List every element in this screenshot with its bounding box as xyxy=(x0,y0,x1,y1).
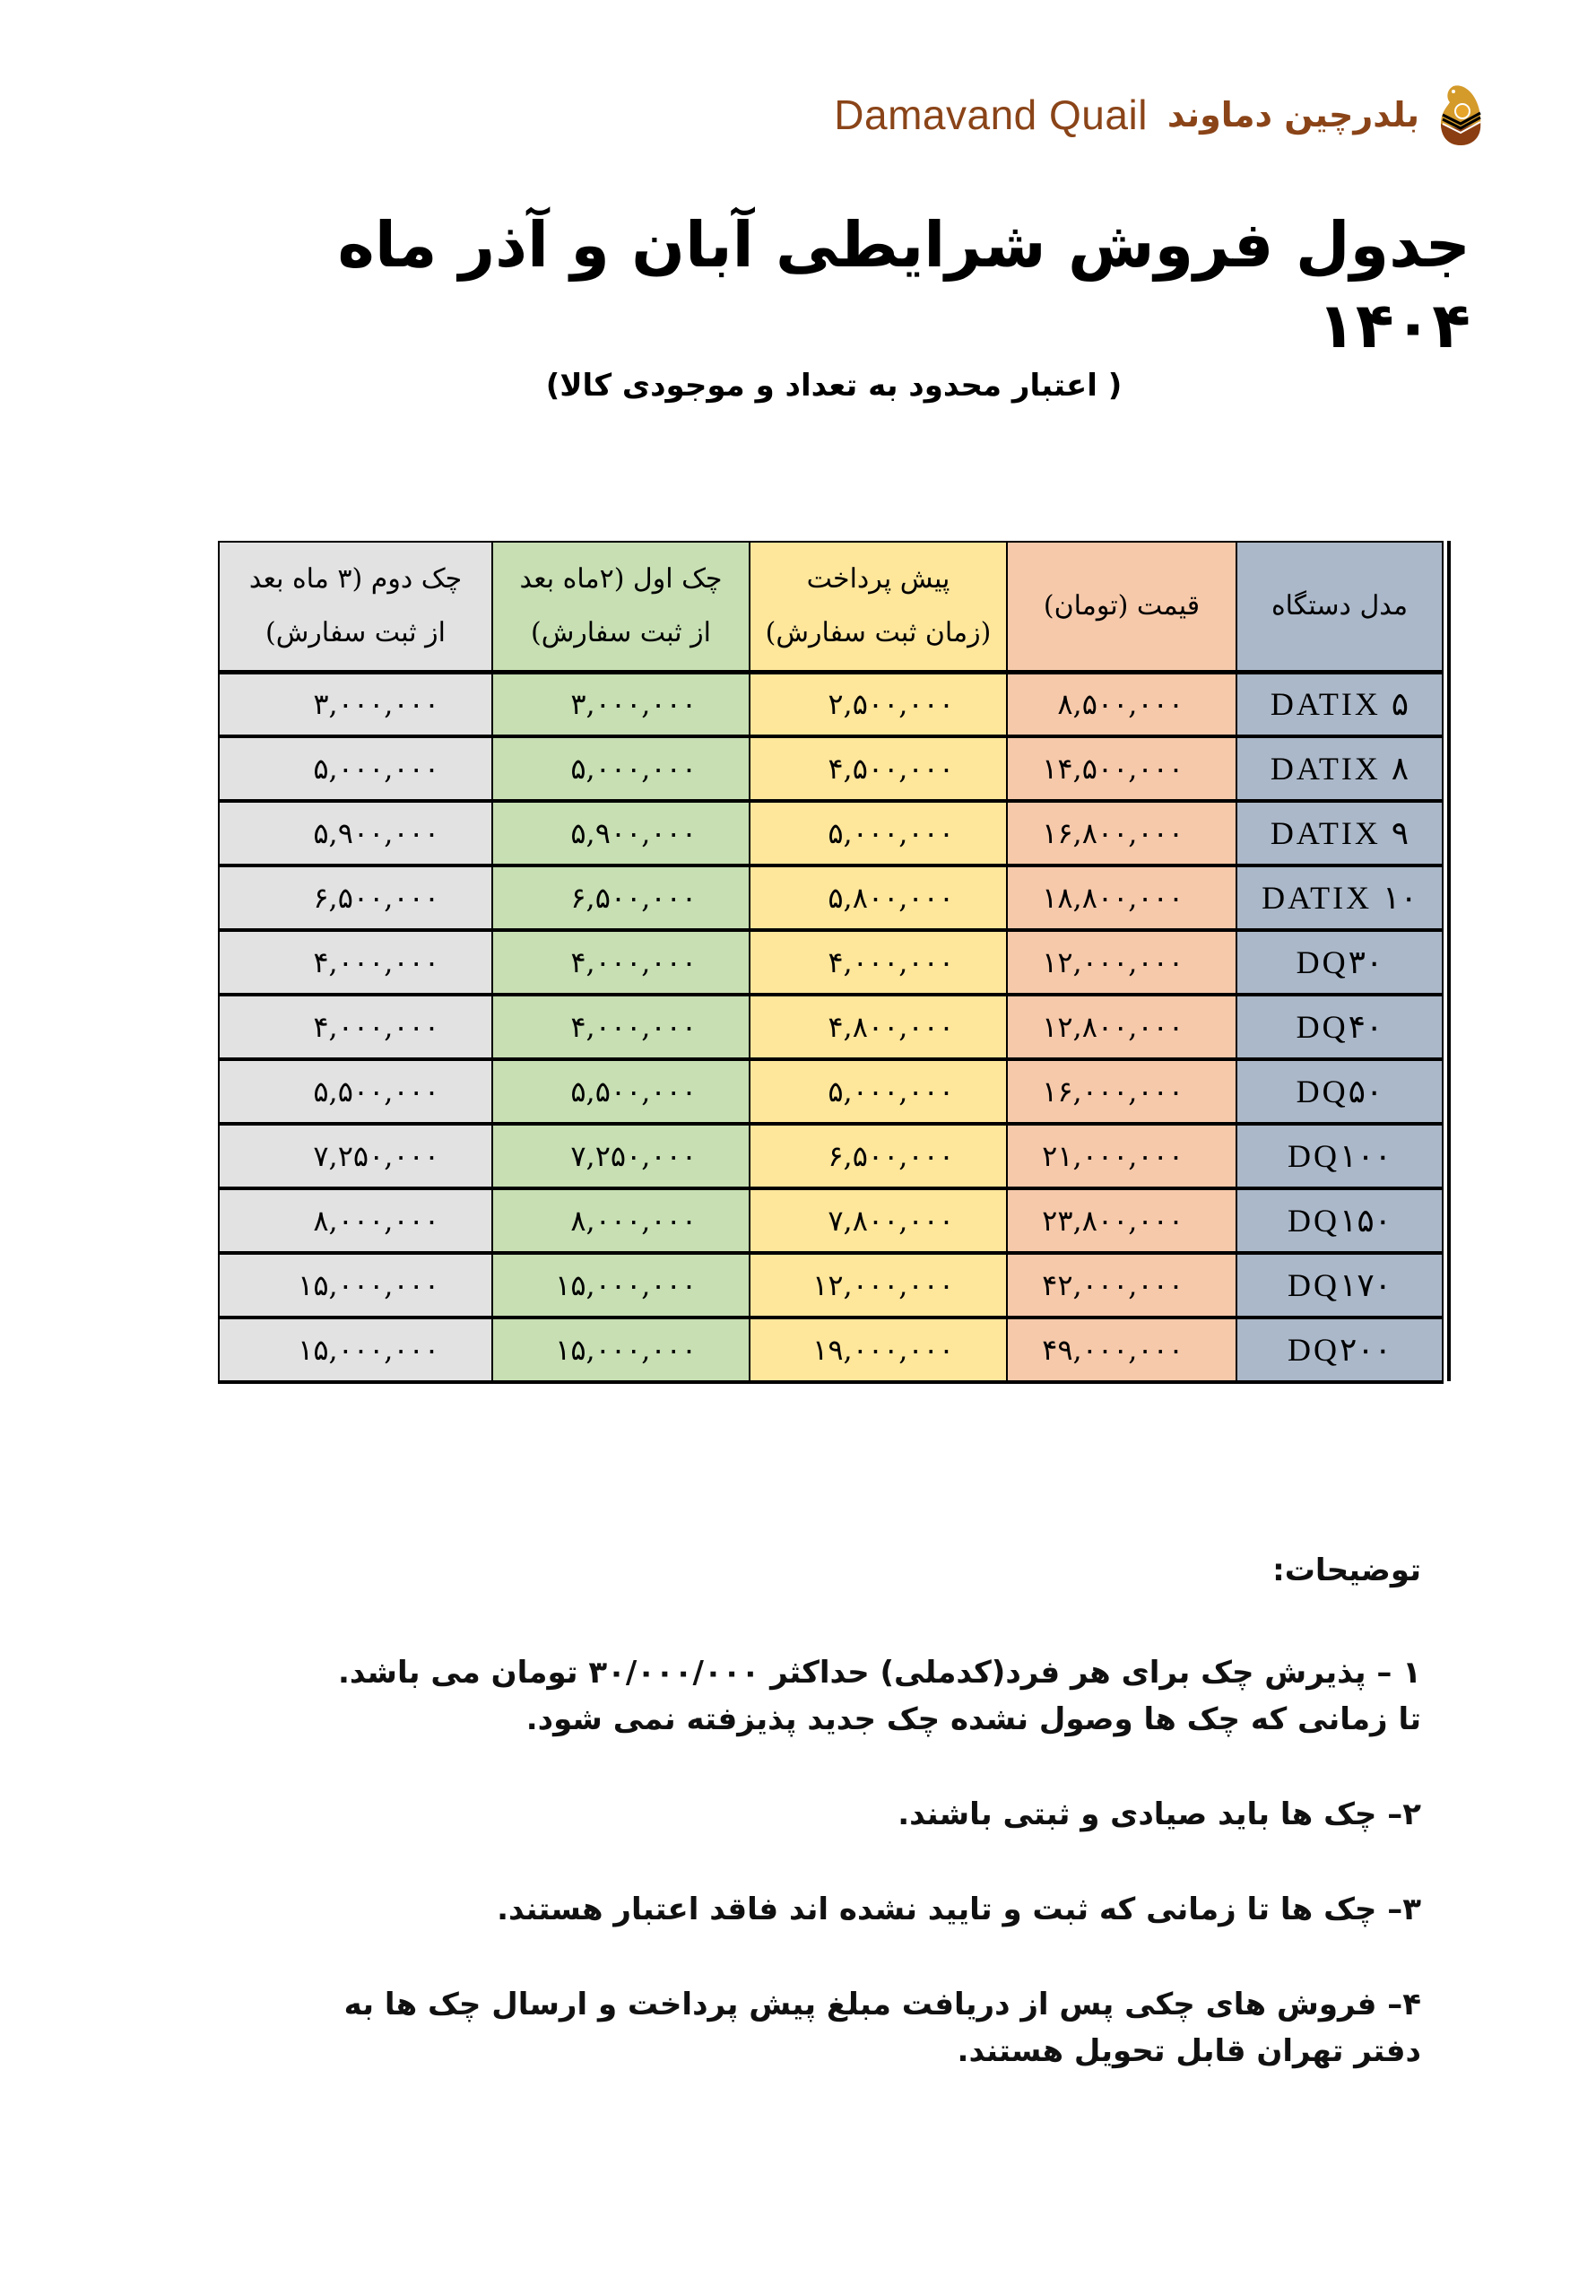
cell-prepayment-value: ۵,۰۰۰,۰۰۰ xyxy=(828,1074,954,1109)
page-subtitle: ( اعتبار محدود به تعداد و موجودی کالا) xyxy=(545,368,1123,404)
note-item-3 xyxy=(224,1886,1421,1933)
cell-prepayment xyxy=(750,801,1007,865)
cell-price xyxy=(1007,736,1236,801)
header-second-check xyxy=(219,542,492,672)
cell-first-check-value: ۴,۰۰۰,۰۰۰ xyxy=(570,1010,697,1044)
cell-first-check xyxy=(492,801,750,865)
cell-prepayment-value: ۵,۰۰۰,۰۰۰ xyxy=(828,816,954,850)
cell-prepayment xyxy=(750,672,1007,736)
cell-price xyxy=(1007,1253,1236,1318)
cell-model: DQ۵۰ xyxy=(1236,1059,1443,1124)
header-prepayment-line2: (زمان ثبت سفارش) xyxy=(765,616,992,648)
table-row xyxy=(219,995,1443,1059)
header-first-check xyxy=(492,542,750,672)
cell-prepayment xyxy=(750,1318,1007,1382)
note-item-2 xyxy=(224,1791,1421,1838)
note-item-4 xyxy=(224,1981,1421,2074)
table-header-row xyxy=(219,542,1443,672)
header-model-label: مدل دستگاه xyxy=(1271,589,1409,622)
note-1-line-2: تا زمانی که چک ها وصول نشده چک جدید پذیزفته نمی شود. xyxy=(525,1701,1421,1737)
cell-model: DQ۴۰ xyxy=(1236,995,1443,1059)
header-second-check-line1: چک دوم (۳ ماه بعد xyxy=(248,562,463,595)
cell-first-check-value: ۸,۰۰۰,۰۰۰ xyxy=(570,1204,697,1238)
cell-first-check xyxy=(492,995,750,1059)
cell-second-check xyxy=(219,1253,492,1318)
cell-first-check-value: ۵,۹۰۰,۰۰۰ xyxy=(570,816,697,850)
cell-model: DQ۱۵۰ xyxy=(1236,1188,1443,1253)
cell-prepayment xyxy=(750,1253,1007,1318)
cell-price xyxy=(1007,995,1236,1059)
cell-second-check-value: ۷,۲۵۰,۰۰۰ xyxy=(313,1139,439,1173)
cell-first-check xyxy=(492,930,750,995)
cell-first-check xyxy=(492,865,750,930)
cell-model: DATIX ۸ xyxy=(1236,736,1443,801)
cell-prepayment-value: ۱۹,۰۰۰,۰۰۰ xyxy=(812,1333,954,1367)
table-row xyxy=(219,1188,1443,1253)
notes-section xyxy=(224,1547,1421,2123)
brand-name-persian: بلدرچین دماوند xyxy=(1167,95,1419,135)
cell-model: DQ۱۷۰ xyxy=(1236,1253,1443,1318)
cell-price xyxy=(1007,930,1236,995)
cell-second-check-value: ۳,۰۰۰,۰۰۰ xyxy=(313,687,439,722)
cell-second-check xyxy=(219,1318,492,1382)
cell-model: DQ۲۰۰ xyxy=(1236,1318,1443,1382)
note-item-1 xyxy=(224,1649,1421,1743)
cell-first-check-value: ۳,۰۰۰,۰۰۰ xyxy=(570,687,697,722)
header-price-label: قیمت (تومان) xyxy=(1043,589,1201,622)
cell-prepayment-value: ۴,۵۰۰,۰۰۰ xyxy=(828,752,954,786)
cell-second-check-value: ۸,۰۰۰,۰۰۰ xyxy=(313,1204,439,1238)
cell-first-check xyxy=(492,1253,750,1318)
cell-prepayment-value: ۵,۸۰۰,۰۰۰ xyxy=(828,881,954,915)
cell-prepayment xyxy=(750,736,1007,801)
cell-second-check xyxy=(219,736,492,801)
cell-first-check-value: ۵,۰۰۰,۰۰۰ xyxy=(570,752,697,786)
cell-second-check-value: ۱۵,۰۰۰,۰۰۰ xyxy=(298,1333,439,1367)
cell-second-check xyxy=(219,1059,492,1124)
table-row xyxy=(219,801,1443,865)
brand-logo xyxy=(834,79,1484,151)
cell-prepayment-value: ۱۲,۰۰۰,۰۰۰ xyxy=(812,1268,954,1302)
table-row xyxy=(219,736,1443,801)
cell-price xyxy=(1007,865,1236,930)
table-row xyxy=(219,930,1443,995)
header-first-check-line2: از ثبت سفارش) xyxy=(530,616,712,648)
cell-first-check-value: ۱۵,۰۰۰,۰۰۰ xyxy=(555,1333,697,1367)
cell-first-check-value: ۷,۲۵۰,۰۰۰ xyxy=(570,1139,697,1173)
cell-prepayment-value: ۴,۸۰۰,۰۰۰ xyxy=(828,1010,954,1044)
cell-price-value: ۱۲,۸۰۰,۰۰۰ xyxy=(1042,1010,1184,1044)
cell-model: DQ۳۰ xyxy=(1236,930,1443,995)
cell-price-value: ۴۲,۰۰۰,۰۰۰ xyxy=(1042,1268,1184,1302)
header-second-check-line2: از ثبت سفارش) xyxy=(265,616,447,648)
cell-second-check xyxy=(219,995,492,1059)
cell-model: DQ۱۰۰ xyxy=(1236,1124,1443,1188)
header-first-check-line1: چک اول (۲ماه بعد xyxy=(519,562,723,595)
header-prepayment-line1: پیش پرداخت xyxy=(806,562,950,595)
cell-first-check xyxy=(492,1188,750,1253)
cell-first-check xyxy=(492,672,750,736)
cell-second-check-value: ۴,۰۰۰,۰۰۰ xyxy=(313,1010,439,1044)
table-row xyxy=(219,865,1443,930)
cell-model: DATIX ۹ xyxy=(1236,801,1443,865)
cell-first-check-value: ۶,۵۰۰,۰۰۰ xyxy=(570,881,697,915)
cell-prepayment xyxy=(750,865,1007,930)
cell-prepayment xyxy=(750,1059,1007,1124)
cell-price xyxy=(1007,1188,1236,1253)
cell-price xyxy=(1007,801,1236,865)
table-row xyxy=(219,1253,1443,1318)
cell-price-value: ۱۲,۰۰۰,۰۰۰ xyxy=(1042,945,1184,979)
cell-price-value: ۱۴,۵۰۰,۰۰۰ xyxy=(1042,752,1184,786)
cell-second-check xyxy=(219,1188,492,1253)
cell-prepayment-value: ۷,۸۰۰,۰۰۰ xyxy=(828,1204,954,1238)
cell-price xyxy=(1007,1124,1236,1188)
cell-second-check xyxy=(219,801,492,865)
cell-second-check xyxy=(219,930,492,995)
cell-first-check-value: ۵,۵۰۰,۰۰۰ xyxy=(570,1074,697,1109)
cell-second-check-value: ۵,۰۰۰,۰۰۰ xyxy=(313,752,439,786)
cell-first-check xyxy=(492,1124,750,1188)
header-prepayment xyxy=(750,542,1007,672)
cell-prepayment-value: ۶,۵۰۰,۰۰۰ xyxy=(828,1139,954,1173)
cell-second-check-value: ۶,۵۰۰,۰۰۰ xyxy=(313,881,439,915)
cell-prepayment xyxy=(750,995,1007,1059)
cell-second-check-value: ۱۵,۰۰۰,۰۰۰ xyxy=(298,1268,439,1302)
cell-price xyxy=(1007,1318,1236,1382)
cell-price xyxy=(1007,672,1236,736)
cell-first-check xyxy=(492,1318,750,1382)
cell-price-value: ۱۶,۰۰۰,۰۰۰ xyxy=(1042,1074,1184,1109)
note-3-line-1: ۳– چک ها تا زمانی که ثبت و تایید نشده اند فاقد اعتبار هستند. xyxy=(497,1892,1421,1927)
cell-first-check-value: ۴,۰۰۰,۰۰۰ xyxy=(570,945,697,979)
cell-model: DATIX ۱۰ xyxy=(1236,865,1443,930)
cell-price-value: ۲۱,۰۰۰,۰۰۰ xyxy=(1042,1139,1184,1173)
cell-first-check-value: ۱۵,۰۰۰,۰۰۰ xyxy=(555,1268,697,1302)
cell-first-check xyxy=(492,736,750,801)
cell-second-check-value: ۴,۰۰۰,۰۰۰ xyxy=(313,945,439,979)
cell-prepayment xyxy=(750,930,1007,995)
quail-egg-logo-icon xyxy=(1437,83,1484,147)
cell-second-check-value: ۵,۵۰۰,۰۰۰ xyxy=(313,1074,439,1109)
cell-price-value: ۸,۵۰۰,۰۰۰ xyxy=(1057,687,1184,722)
price-table xyxy=(218,541,1444,1384)
note-2-line-1: ۲– چک ها باید صیادی و ثبتی باشند. xyxy=(898,1796,1421,1832)
notes-heading: توضیحات: xyxy=(1272,1552,1421,1588)
cell-first-check xyxy=(492,1059,750,1124)
cell-prepayment xyxy=(750,1188,1007,1253)
cell-price xyxy=(1007,1059,1236,1124)
cell-price-value: ۴۹,۰۰۰,۰۰۰ xyxy=(1042,1333,1184,1367)
cell-prepayment xyxy=(750,1124,1007,1188)
table-row xyxy=(219,1059,1443,1124)
table-row xyxy=(219,1318,1443,1382)
cell-price-value: ۲۳,۸۰۰,۰۰۰ xyxy=(1042,1204,1184,1238)
cell-prepayment-value: ۴,۰۰۰,۰۰۰ xyxy=(828,945,954,979)
cell-second-check xyxy=(219,672,492,736)
cell-price-value: ۱۸,۸۰۰,۰۰۰ xyxy=(1042,881,1184,915)
price-table-container xyxy=(218,541,1451,1381)
cell-prepayment-value: ۲,۵۰۰,۰۰۰ xyxy=(828,687,954,722)
cell-price-value: ۱۶,۸۰۰,۰۰۰ xyxy=(1042,816,1184,850)
header-model xyxy=(1236,542,1443,672)
cell-model: DATIX ۵ xyxy=(1236,672,1443,736)
header-price xyxy=(1007,542,1236,672)
table-row xyxy=(219,1124,1443,1188)
note-4-line-2: دفتر تهران قابل تحویل هستند. xyxy=(957,2033,1421,2069)
note-1-line-1: ۱ – پذیرش چک برای هر فرد(کدملی) حداکثر ۳۰/۰۰۰/۰۰۰ تومان می باشد. xyxy=(337,1655,1421,1691)
page-title: جدول فروش شرایطی آبان و آذر ماه ۱۴۰۴ xyxy=(337,208,1470,362)
cell-second-check xyxy=(219,865,492,930)
cell-second-check-value: ۵,۹۰۰,۰۰۰ xyxy=(313,816,439,850)
cell-second-check xyxy=(219,1124,492,1188)
brand-name-english: Damavand Quail xyxy=(834,91,1148,138)
note-4-line-1: ۴– فروش های چکی پس از دریافت مبلغ پیش پرداخت و ارسال چک ها به xyxy=(343,1987,1421,2022)
table-row xyxy=(219,672,1443,736)
